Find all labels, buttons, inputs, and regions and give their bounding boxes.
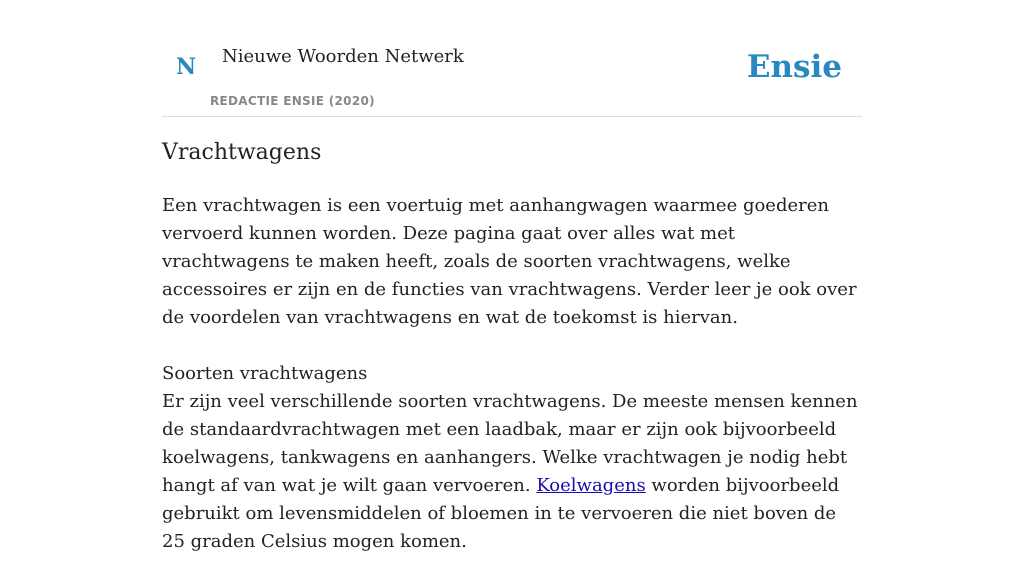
intro-paragraph: Een vrachtwagen is een voertuig met aanhangwagen waarmee goederen vervoerd kunnen worden. Deze pagina gaat over alles wat met vrachtwagens te maken heeft, zoals de soorten vrachtwagens, welke accessoires er zijn en de functies van vrachtwagens. Verder leer je ook over de voordelen van vrachtwagens en wat de toekomst is hiervan. [162,195,857,328]
section-paragraph [162,360,862,556]
byline: REDACTIE ENSIE (2020) [210,94,375,108]
article-body [162,192,862,584]
page-title: Vrachtwagens [162,140,322,165]
section-text-end: worden bijvoorbeeld gebruikt om levensmiddelen of bloemen in te vervoeren die niet boven de 25 graden Celsius mogen komen. [162,475,840,552]
site-logo[interactable]: N [176,54,197,80]
section-text-start: Er zijn veel verschillende soorten vrachtwagens. De meeste mensen kennen de standaardvrachtwagen met een laadbak, maar er zijn ook bijvoorbeeld koelwagens, tankwagens en aanhangers. Welke vrachtwagen je nodig hebt hangt af van wat je wilt gaan vervoeren. [162,391,858,496]
page-container [162,0,862,552]
brand-logo[interactable]: Ensie [746,49,842,85]
site-name[interactable]: Nieuwe Woorden Netwerk [222,46,464,67]
section-heading: Soorten vrachtwagens [162,363,368,384]
site-header [162,0,862,117]
koelwagens-link[interactable]: Koelwagens [536,475,646,496]
